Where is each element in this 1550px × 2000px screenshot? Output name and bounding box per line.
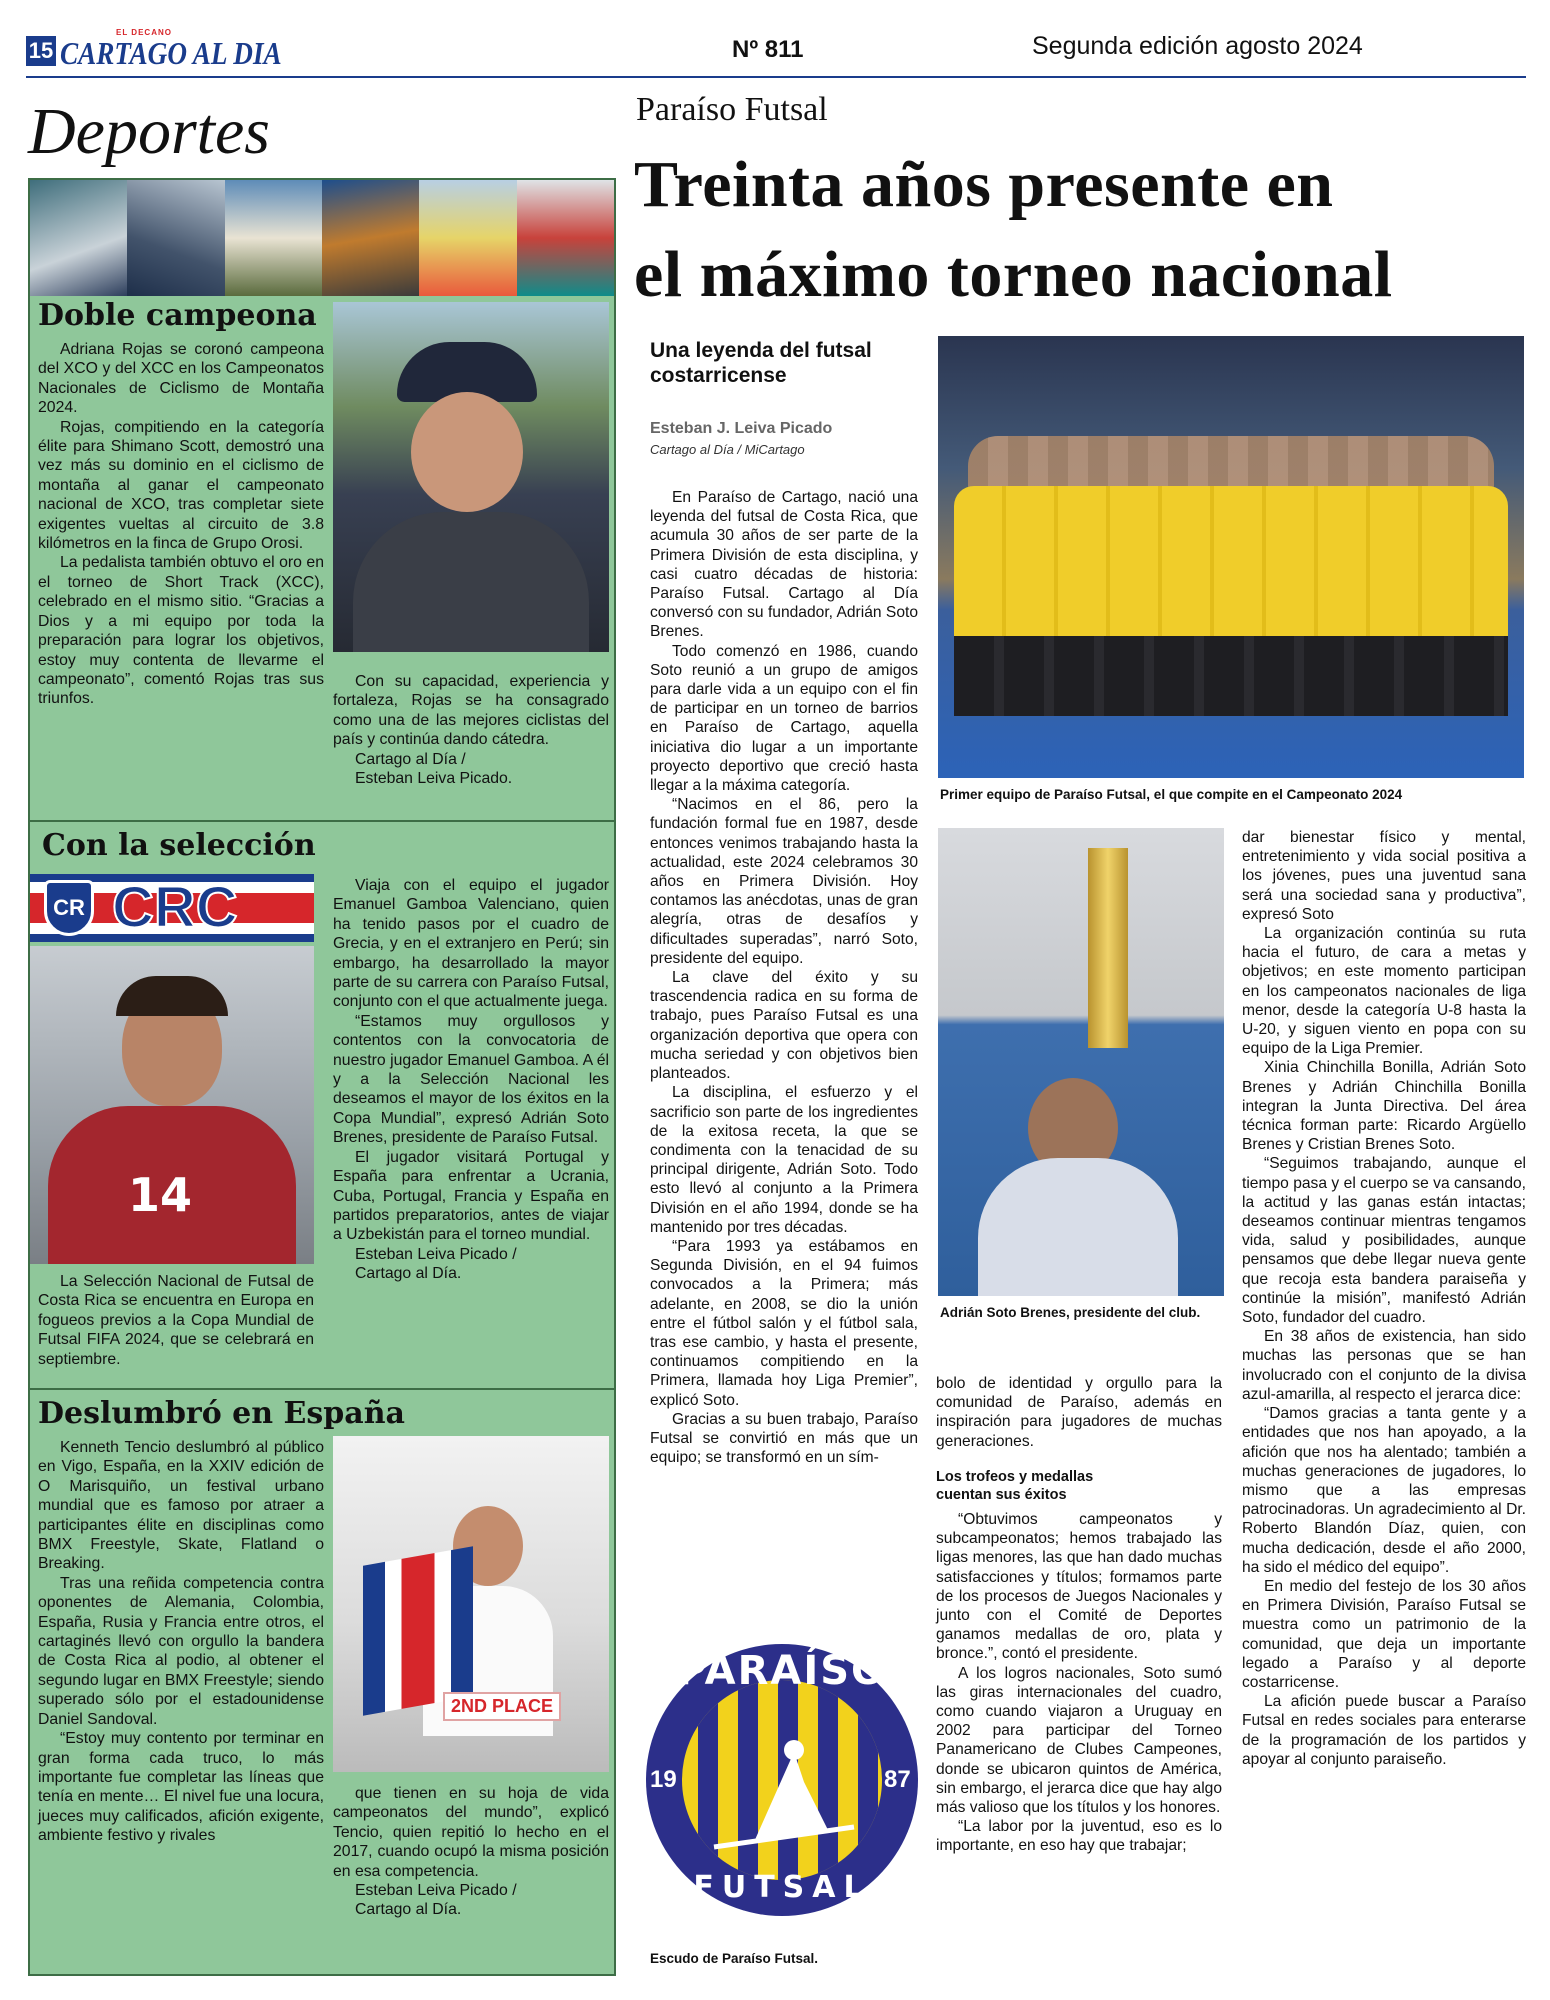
- byline-name: Esteban J. Leiva Picado: [650, 420, 833, 437]
- paragraph: “Nacimos en el 86, pero la fundación formal fue en 1987, desde entonces venimos trabajando hasta la actualidad, este 2024 celebramos 30 años en Primera División. Hoy contamos las anécdotas, unas de gran alegría, otras de desafíos y dificultades superadas”, narró Soto, presidente del equipo.: [650, 796, 918, 967]
- paragraph: En Paraíso de Cartago, nació una leyenda del futsal de Costa Rica, que acumula 30 años de ser parte de la Primera División de esta disciplina, y casi cuatro décadas de historia: Paraíso Futsal. Cartago al Día conversó con su fundador, Adrián Soto Brenes.: [650, 489, 918, 641]
- sports-sidebar: [28, 178, 616, 1976]
- logo-title: CARTAGO AL DIA: [60, 35, 282, 71]
- article-column-3: [1242, 828, 1526, 1769]
- box-title-deslumbro-en-espana: Deslumbró en España: [38, 1396, 405, 1431]
- paragraph: bolo de identidad y orgullo para la comunidad de Paraíso, además en inspiración para jugadores de muchas generaciones.: [936, 1375, 1222, 1450]
- box-title-doble-campeona: Doble campeona: [38, 298, 317, 333]
- page-header: [26, 28, 1526, 80]
- paragraph: Gracias a su buen trabajo, Paraíso Futsal se convirtió en más que un equipo; se transformó en un sím-: [650, 1410, 918, 1467]
- edition-date: Segunda edición agosto 2024: [1032, 32, 1363, 60]
- paragraph: Rojas, compitiendo en la categoría élite para Shimano Scott, demostró una vez más su dominio en el ciclismo de montaña al ganar el campeonato nacional de XCO, tras completar siete exigentes vueltas al circuito de 3.8 kilómetros en la finca de Grupo Orosi.: [38, 418, 324, 553]
- box1-right-text: [333, 672, 609, 788]
- paragraph: En 38 años de existencia, han sido muchas las personas que se han involucrado con el conjunto de la divisa azul-amarilla, al respecto el jerarca dice:: [1242, 1328, 1526, 1403]
- player-portrait-photo: [30, 946, 314, 1264]
- paragraph: “La labor por la juventud, eso es lo importante, en eso hay que trabajar;: [936, 1818, 1222, 1855]
- paragraph: La pedalista también obtuvo el oro en el torneo de Short Track (XCC), celebrado en el mismo sitio. “Gracias a Dios y a mi equipo por toda la preparación para lograr los objetivos, estoy muy contenta de llevarme el campeonato”, comentó Rojas tras sus triunfos.: [38, 554, 324, 708]
- header-rule: [26, 76, 1526, 78]
- section-title: Deportes: [28, 95, 270, 168]
- paragraph: La disciplina, el esfuerzo y el sacrificio son parte de los ingredientes de la exitosa receta, la que se condimenta con la tenacidad de su principal dirigente, Adrián Soto. Todo esto llevó al conjunto a la Primera División en el año 1994, donde se ha mantenido por tres décadas.: [650, 1084, 918, 1236]
- byline-outlet: Cartago al Día / MiCartago: [650, 442, 805, 457]
- article-kicker: Paraíso Futsal: [636, 91, 828, 128]
- paragraph: La organización continúa su ruta hacia el futuro, de cara a metas y objetivos; en este momento participan en los campeonatos nacionales de liga menor, desde la categoría U-8 hasta la U-20, y siguen viento en popa con su equipo de la Liga Premier.: [1242, 925, 1526, 1058]
- crest-year-right: 87: [884, 1766, 911, 1793]
- article-column-2-top: [936, 1374, 1222, 1451]
- box-title-con-la-seleccion: Con la selección: [42, 828, 316, 863]
- article-subheadline: Una leyenda del futsal costarricense: [650, 339, 872, 387]
- credit: Esteban Leiva Picado.: [355, 770, 513, 788]
- paragraph: Xinia Chinchilla Bonilla, Adrián Soto Brenes y Adrián Chinchilla Bonilla integran la Junta Directiva. Del área técnica forman parte: Ricardo Argüello Brenes y Cristian Brenes Soto.: [1242, 1059, 1526, 1154]
- box1-left-text: [38, 340, 324, 709]
- paragraph: “Seguimos trabajando, aunque el tiempo pasa y el cuerpo se va cansando, la actitud y las ganas están intactas; deseamos continuar mientras tengamos vida, salud y posibilidades, aunque pensamos que debe llegar nueva gente que recoja esta bandera paraiseña y continúe la misión”, manifestó Adrián Soto, fundador del cuadro.: [1242, 1155, 1526, 1327]
- crest-top-text: PARAÍSO: [676, 1648, 888, 1694]
- team-photo: [938, 336, 1524, 778]
- crest-bottom-text: FUTSAL: [693, 1870, 871, 1905]
- article-column-1: [650, 488, 918, 1467]
- divider: [30, 1388, 614, 1390]
- paragraph: La afición puede buscar a Paraíso Futsal en redes sociales para enterarse de la programación de los partidos y apoyar al conjunto paraiseño.: [1242, 1693, 1526, 1768]
- crc-shield-icon: [44, 880, 94, 936]
- issue-number: Nº 811: [732, 36, 804, 63]
- paragraph: “Damos gracias a tanta gente y a entidades que nos han apoyado, a la afición que nos ha alentado; también a muchas generaciones de jugadores, lo mismo que a las empresas patrocinadoras. Un agradecimiento al Dr. Roberto Blandón Díaz, quien, con mucha dedicación, desde el año 2000, ha sido el médico del equipo”.: [1242, 1405, 1526, 1576]
- paragraph: “Estoy muy contento por terminar en gran forma cada truco, lo más importante fue completar las líneas que tenía en mente… El nivel fue una locura, jueces muy calificados, afición exigente, ambiente festivo y rivales: [38, 1730, 324, 1845]
- masthead-logo: [60, 28, 340, 74]
- article-headline: [634, 140, 1524, 320]
- paragraph: Viaja con el equipo el jugador Emanuel Gamboa Valenciano, quien ha tenido pasos por el cuadro de Grecia, y en el extranjero en Perú; sin embargo, ha desarrollado la mayor parte de su carrera con Paraíso Futsal, conjunto con el que actualmente juega.: [333, 877, 609, 1011]
- box2-right-text: [333, 876, 609, 1284]
- box3-right-text: [333, 1784, 609, 1920]
- credit: Cartago al Día /: [355, 750, 466, 768]
- column-subhead: Los trofeos y medallas cuentan sus éxitos: [936, 1469, 1094, 1503]
- banner-label: CRC: [112, 875, 238, 940]
- article-column-2-bottom: [936, 1510, 1222, 1856]
- cyclist-portrait-photo: [333, 302, 609, 652]
- jersey-number: 14: [128, 1168, 193, 1222]
- paragraph: “Para 1993 ya estábamos en Segunda División, en el 94 fuimos convocados a la Primera; más adelante, en 2008, se dio la unión entre el fútbol salón y el fútbol sala, tras ese cambio, y hasta el presente, continuamos compitiendo en la Primera, llamada hoy Liga Premier”, explicó Soto.: [650, 1237, 918, 1409]
- credit: Cartago al Día.: [355, 1901, 462, 1919]
- paragraph: La clave del éxito y su trascendencia radica en su forma de trabajo, pues Paraíso Futsal es una organización deportiva que opera con mucha seriedad y con objetivos bien planteados.: [650, 969, 918, 1083]
- crest-caption: Escudo de Paraíso Futsal.: [650, 1951, 819, 1966]
- paragraph: A los logros nacionales, Soto sumó las giras internacionales del cuadro, como cuando viajaron a Uruguay en 2002 para participar del Torneo Panamericano de Clubes Campeones, donde se ubicaron quintos de América, sin embargo, el jerarca dice que hay algo más valioso que los títulos y los honores.: [936, 1664, 1222, 1817]
- paragraph: Tras una reñida competencia contra oponentes de Alemania, Colombia, España, Rusia y Francia entre otros, el cartaginés llevó con orgullo la bandera de Costa Rica al podio, al obtener el segundo lugar en BMX Freestyle; siendo superado sólo por el estadounidense Daniel Sandoval.: [38, 1574, 324, 1728]
- headline-line: el máximo torneo nacional: [634, 238, 1393, 311]
- president-photo-caption: Adrián Soto Brenes, presidente del club.: [940, 1305, 1201, 1320]
- divider: [30, 820, 614, 822]
- president-trophy-photo: [938, 828, 1224, 1296]
- place-sign: 2ND PLACE: [443, 1692, 561, 1721]
- credit: Esteban Leiva Picado /: [355, 1882, 517, 1900]
- paragraph: Adriana Rojas se coronó campeona del XCO y del XCC en los Campeonatos Nacionales de Ciclismo de Montaña 2024.: [38, 341, 324, 417]
- paragraph: que tienen en su hoja de vida campeonatos del mundo”, explicó Tencio, quien repitió lo hecho en el 2017, cuando ocupó la misma posición en esa competencia.: [333, 1785, 609, 1880]
- crc-banner: [30, 874, 314, 942]
- box3-left-text: [38, 1438, 324, 1846]
- paragraph: Todo comenzó en 1986, cuando Soto reunió a un grupo de amigos para darle vida a un equipo con el fin de participar en un torneo de barrios en Paraíso de Cartago, aquella iniciativa dio lugar a un importante proyecto deportivo que creció hasta llegar a la máxima categoría.: [650, 642, 918, 795]
- bmx-rider-photo: [333, 1436, 609, 1772]
- paragraph: La Selección Nacional de Futsal de Costa Rica se encuentra en Europa en fogueos previos a la Copa Mundial de Futsal FIFA 2024, que se celebrará en septiembre.: [38, 1273, 314, 1368]
- sports-collage-image: [30, 180, 614, 296]
- crest-year-left: 19: [650, 1766, 677, 1793]
- credit: Cartago al Día.: [355, 1265, 462, 1283]
- paragraph: “Estamos muy orgullosos y contentos con la convocatoria de nuestro jugador Emanuel Gamboa. A él y a la Selección Nacional les deseamos el mayor de los éxitos en la Copa Mundial”, expresó Adrián Soto Brenes, presidente de Paraíso Futsal.: [333, 1012, 609, 1147]
- credit: Esteban Leiva Picado /: [355, 1245, 517, 1263]
- paragraph: Kenneth Tencio deslumbró al público en Vigo, España, en la XXIV edición de O Marisquiño, un festival urbano mundial que es famoso por atraer a participantes élite en disciplinas como BMX Freestyle, Skate, Flatland o Breaking.: [38, 1439, 324, 1573]
- paragraph: “Obtuvimos campeonatos y subcampeonatos; hemos trabajado las ligas menores, las que han dado muchas satisfacciones y títulos; formamos parte de los procesos de Juegos Nacionales y junto con el Comité de Deportes ganamos medallas de oro, plata y bronce.”, contó el presidente.: [936, 1511, 1222, 1663]
- paragraph: dar bienestar físico y mental, entretenimiento y vida social positiva a los jóvenes, pues una juventud sana será una sociedad sana y productiva”, expresó Soto: [1242, 829, 1526, 923]
- paragraph: Con su capacidad, experiencia y fortaleza, Rojas se ha consagrado como una de las mejores ciclistas del país y continúa dando cátedra.: [333, 673, 609, 749]
- page-number: 15: [26, 36, 56, 66]
- shield-label: CR: [53, 895, 85, 920]
- paraiso-futsal-crest: [644, 1642, 920, 1918]
- box2-left-text: [38, 1272, 314, 1369]
- headline-line: Treinta años presente en: [634, 148, 1334, 221]
- paragraph: El jugador visitará Portugal y España para enfrentar a Ucrania, Cuba, Portugal, Francia y España en partidos preparatorios, antes de viajar a Uzbekistán para el torneo mundial.: [333, 1148, 609, 1244]
- team-photo-caption: Primer equipo de Paraíso Futsal, el que compite en el Campeonato 2024: [940, 787, 1403, 802]
- logo-tagline: EL DECANO: [116, 28, 172, 37]
- paragraph: En medio del festejo de los 30 años en Primera División, Paraíso Futsal se muestra como un patrimonio de la comunidad, que deja un importante legado a Paraíso y al deporte costarricense.: [1242, 1577, 1526, 1691]
